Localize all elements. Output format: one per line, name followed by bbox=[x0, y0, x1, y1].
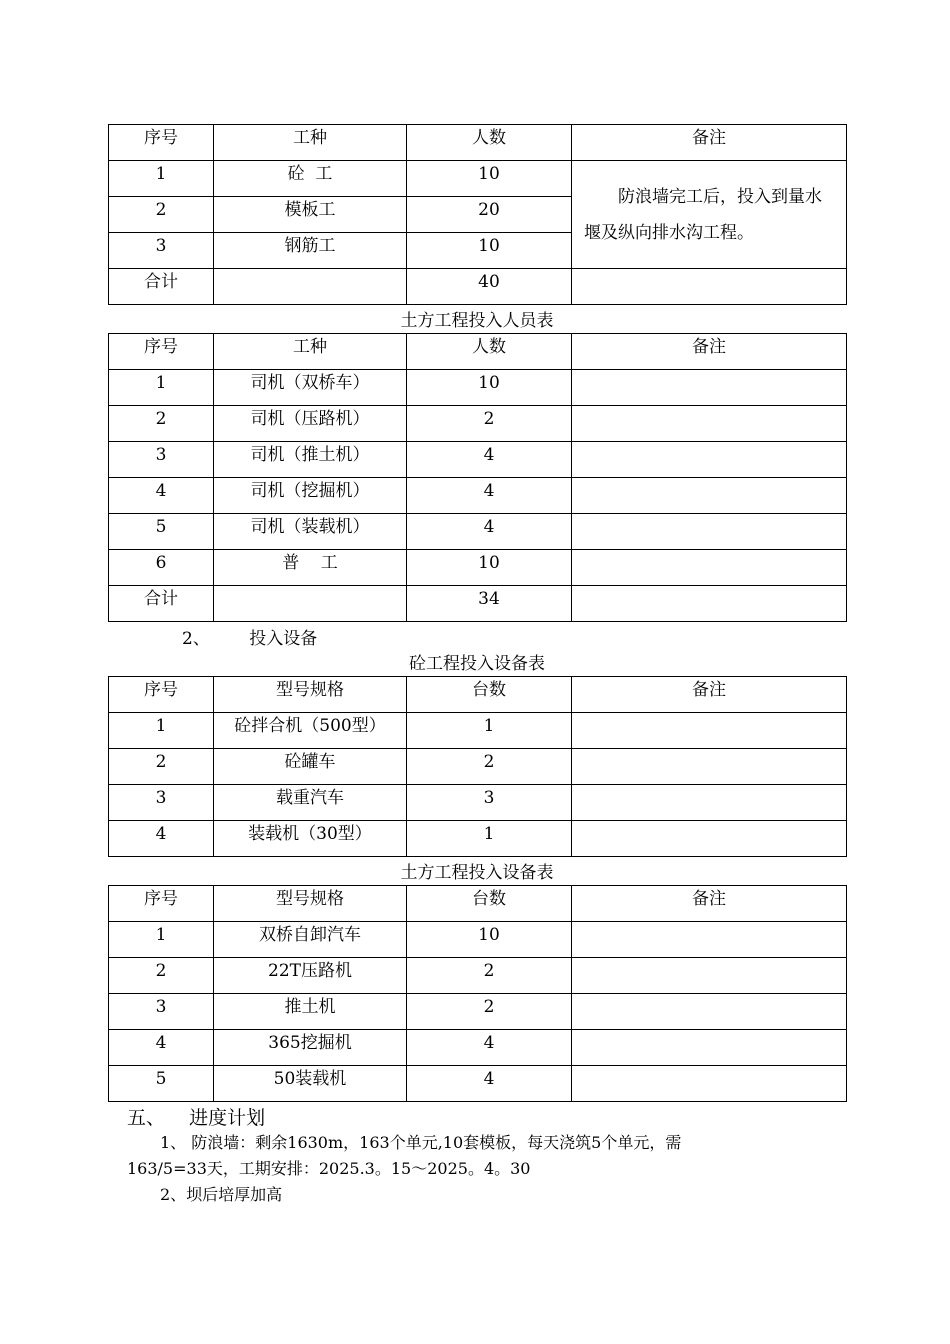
earthwork-personnel-table bbox=[108, 333, 847, 622]
table-row bbox=[109, 749, 847, 785]
header-cell: 序号 bbox=[109, 677, 214, 713]
table-cell: 1 bbox=[109, 713, 214, 749]
table-cell: 3 bbox=[109, 785, 214, 821]
table-cell: 载重汽车 bbox=[214, 785, 407, 821]
table-cell: 10 bbox=[407, 370, 572, 406]
table-cell: 4 bbox=[407, 442, 572, 478]
table-row bbox=[109, 370, 847, 406]
table-cell bbox=[572, 713, 847, 749]
table-cell: 4 bbox=[109, 478, 214, 514]
table-cell bbox=[572, 821, 847, 857]
table-cell: 双桥自卸汽车 bbox=[214, 922, 407, 958]
remark-cell bbox=[572, 161, 847, 269]
table-header-row bbox=[109, 886, 847, 922]
table-cell: 3 bbox=[109, 442, 214, 478]
table-cell: 模板工 bbox=[214, 197, 407, 233]
table-cell: 司机（双桥车） bbox=[214, 370, 407, 406]
table-cell: 4 bbox=[109, 821, 214, 857]
table-cell: 普 工 bbox=[214, 550, 407, 586]
table-cell: 砼 工 bbox=[214, 161, 407, 197]
table-cell: 司机（推土机） bbox=[214, 442, 407, 478]
table-cell: 6 bbox=[109, 550, 214, 586]
earthwork-equipment-table bbox=[108, 885, 847, 1102]
table-cell: 5 bbox=[109, 514, 214, 550]
table-row bbox=[109, 161, 847, 197]
table-row bbox=[109, 442, 847, 478]
table-cell: 2 bbox=[109, 958, 214, 994]
table-row bbox=[109, 550, 847, 586]
table-row bbox=[109, 1030, 847, 1066]
table-cell: 365挖掘机 bbox=[214, 1030, 407, 1066]
section-number: 2、 bbox=[182, 629, 210, 649]
table-cell: 4 bbox=[407, 1030, 572, 1066]
header-cell: 序号 bbox=[109, 886, 214, 922]
table-cell bbox=[572, 922, 847, 958]
table-cell: 1 bbox=[407, 713, 572, 749]
table-cell bbox=[214, 586, 407, 622]
table-row bbox=[109, 1066, 847, 1102]
table-cell: 10 bbox=[407, 233, 572, 269]
table-cell: 20 bbox=[407, 197, 572, 233]
table-cell: 1 bbox=[109, 370, 214, 406]
table-cell: 10 bbox=[407, 161, 572, 197]
header-cell: 台数 bbox=[407, 677, 572, 713]
section-heading bbox=[127, 1106, 265, 1130]
table-row bbox=[109, 922, 847, 958]
table-cell: 2 bbox=[109, 197, 214, 233]
table-cell: 4 bbox=[109, 1030, 214, 1066]
table-row bbox=[109, 713, 847, 749]
table-cell: 1 bbox=[407, 821, 572, 857]
table-cell bbox=[572, 994, 847, 1030]
table-cell bbox=[572, 514, 847, 550]
table-cell bbox=[572, 442, 847, 478]
table-cell: 合计 bbox=[109, 269, 214, 305]
table-cell bbox=[572, 785, 847, 821]
concrete-equipment-table bbox=[108, 676, 847, 857]
table-cell: 10 bbox=[407, 550, 572, 586]
concrete-personnel-table bbox=[108, 124, 847, 305]
table-cell: 2 bbox=[109, 749, 214, 785]
table-cell: 34 bbox=[407, 586, 572, 622]
schedule-item-1-line-2: 163/5=33天，工期安排：2025.3。15～2025。4。30 bbox=[127, 1159, 531, 1178]
schedule-item-2: 2、坝后培厚加高 bbox=[160, 1185, 283, 1204]
table-cell: 3 bbox=[109, 994, 214, 1030]
table-cell: 司机（装载机） bbox=[214, 514, 407, 550]
table-cell bbox=[572, 749, 847, 785]
table-cell bbox=[572, 1030, 847, 1066]
header-cell: 型号规格 bbox=[214, 677, 407, 713]
section-title: 进度计划 bbox=[189, 1107, 266, 1129]
table-cell: 砼拌合机（500型） bbox=[214, 713, 407, 749]
table-cell: 2 bbox=[407, 749, 572, 785]
header-cell: 备注 bbox=[572, 125, 847, 161]
header-cell: 备注 bbox=[572, 677, 847, 713]
table-cell: 10 bbox=[407, 922, 572, 958]
table-cell: 推土机 bbox=[214, 994, 407, 1030]
table-row bbox=[109, 821, 847, 857]
header-cell: 型号规格 bbox=[214, 886, 407, 922]
table-caption: 砼工程投入设备表 bbox=[409, 654, 545, 674]
table-cell bbox=[572, 550, 847, 586]
section-heading bbox=[182, 628, 317, 650]
remark-text: 防浪墙完工后，投入到量水堰及纵向排水沟工程。 bbox=[584, 186, 822, 243]
table-row bbox=[109, 406, 847, 442]
table-cell: 3 bbox=[109, 233, 214, 269]
table-cell: 1 bbox=[109, 922, 214, 958]
section-number: 五、 bbox=[127, 1107, 166, 1129]
header-cell: 人数 bbox=[407, 334, 572, 370]
table-cell bbox=[572, 269, 847, 305]
table-cell bbox=[572, 478, 847, 514]
header-cell: 序号 bbox=[109, 334, 214, 370]
table-cell: 5 bbox=[109, 1066, 214, 1102]
table-row bbox=[109, 514, 847, 550]
header-cell: 备注 bbox=[572, 334, 847, 370]
table-row bbox=[109, 478, 847, 514]
table-cell: 40 bbox=[407, 269, 572, 305]
table-caption: 土方工程投入人员表 bbox=[400, 311, 554, 331]
table-header-row bbox=[109, 334, 847, 370]
table-cell: 50装载机 bbox=[214, 1066, 407, 1102]
table-cell bbox=[572, 586, 847, 622]
table-cell: 4 bbox=[407, 478, 572, 514]
table-cell bbox=[572, 1066, 847, 1102]
table-cell: 钢筋工 bbox=[214, 233, 407, 269]
header-cell: 工种 bbox=[214, 125, 407, 161]
table-total-row bbox=[109, 269, 847, 305]
header-cell: 备注 bbox=[572, 886, 847, 922]
table-cell: 合计 bbox=[109, 586, 214, 622]
table-cell bbox=[214, 269, 407, 305]
header-cell: 台数 bbox=[407, 886, 572, 922]
table-header-row bbox=[109, 677, 847, 713]
table-row bbox=[109, 958, 847, 994]
table-row bbox=[109, 994, 847, 1030]
table-cell: 2 bbox=[407, 406, 572, 442]
table-cell: 2 bbox=[407, 958, 572, 994]
table-caption: 土方工程投入设备表 bbox=[400, 863, 554, 883]
table-cell: 砼罐车 bbox=[214, 749, 407, 785]
table-cell: 装载机（30型） bbox=[214, 821, 407, 857]
table-cell: 4 bbox=[407, 1066, 572, 1102]
table-cell bbox=[572, 406, 847, 442]
table-cell: 3 bbox=[407, 785, 572, 821]
table-cell: 司机（挖掘机） bbox=[214, 478, 407, 514]
table-cell bbox=[572, 370, 847, 406]
schedule-item-1-line-1: 1、 防浪墙：剩余1630m，163个单元,10套模板，每天浇筑5个单元，需 bbox=[160, 1133, 682, 1152]
header-cell: 人数 bbox=[407, 125, 572, 161]
table-row bbox=[109, 586, 847, 622]
header-cell: 工种 bbox=[214, 334, 407, 370]
table-cell: 司机（压路机） bbox=[214, 406, 407, 442]
table-header-row bbox=[109, 125, 847, 161]
table-cell: 22T压路机 bbox=[214, 958, 407, 994]
header-cell: 序号 bbox=[109, 125, 214, 161]
table-cell: 2 bbox=[109, 406, 214, 442]
table-cell: 1 bbox=[109, 161, 214, 197]
table-cell: 4 bbox=[407, 514, 572, 550]
table-cell: 2 bbox=[407, 994, 572, 1030]
section-title: 投入设备 bbox=[249, 629, 318, 649]
table-cell bbox=[572, 958, 847, 994]
table-row bbox=[109, 785, 847, 821]
